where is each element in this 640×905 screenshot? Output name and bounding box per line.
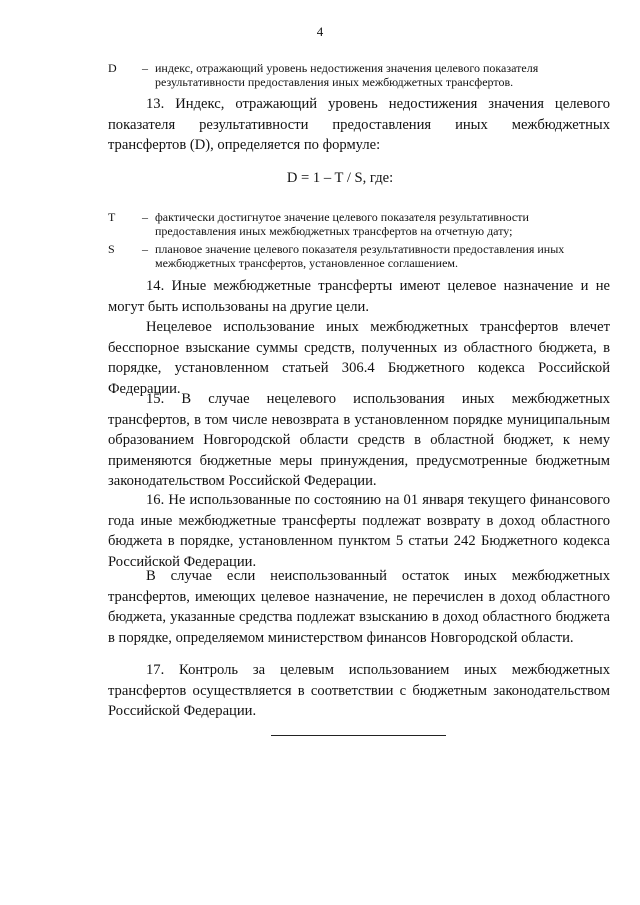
page-number: 4 xyxy=(316,24,324,39)
definition-s xyxy=(108,242,608,270)
definition-t xyxy=(108,210,608,238)
paragraph-16-continuation: В случае если неиспользованный остаток иных межбюджетных трансфертов, имеющих целевое назначение, не перечислен в доход областного бюджета, указанные средства подлежат взысканию в доход областного бюджета в порядке, определяемом министерством финансов Новгородской области. xyxy=(108,568,610,646)
paragraph-14-continuation: Нецелевое использование иных межбюджетных трансфертов влечет бесспорное взыскание суммы средств, полученных из областного бюджета, в порядке, установленном статьей 306.4 Бюджетного кодекса Российской Федерации. xyxy=(108,319,610,397)
definition-symbol: T xyxy=(108,210,116,224)
definition-symbol: D xyxy=(108,61,117,75)
definition-text: фактически достигнутое значение целевого показателя результативности предоставления иных межбюджетных трансфертов на отчетную дату; xyxy=(155,210,529,238)
definition-d xyxy=(108,61,608,89)
definition-dash: – xyxy=(142,61,148,75)
paragraph-16: 16. Не использованные по состоянию на 01 января текущего финансового года иные межбюджетные трансферты подлежат возврату в доход областного бюджета в порядке, установленном пунктом 5 статьи 242 Бюджетного кодекса Российской Федерации. xyxy=(108,492,610,570)
end-of-document-rule xyxy=(271,735,446,736)
formula: D = 1 – T / S, где: xyxy=(286,170,394,186)
paragraph-15: 15. В случае нецелевого использования иных межбюджетных трансфертов, в том числе невозврата в установленном порядке муниципальным образованием Новгородской области средств в областной бюджет, к нему применяются бюджетные меры принуждения, предусмотренные бюджетным законодательством Российской Федерации. xyxy=(108,391,610,490)
definition-symbol: S xyxy=(108,242,115,256)
paragraph-14: 14. Иные межбюджетные трансферты имеют целевое назначение и не могут быть использованы на другие цели. xyxy=(108,278,610,315)
paragraph-13: 13. Индекс, отражающий уровень недостижения значения целевого показателя результативности предоставления иных межбюджетных трансфертов (D), определяется по формуле: xyxy=(108,96,610,154)
definition-dash: – xyxy=(142,210,148,224)
definition-dash: – xyxy=(142,242,148,256)
definition-text: плановое значение целевого показателя результативности предоставления иных межбюджетных трансфертов, установленное соглашением. xyxy=(155,242,565,270)
definition-text: индекс, отражающий уровень недостижения значения целевого показателя результативности предоставления иных межбюджетных трансфертов. xyxy=(155,61,539,89)
paragraph-17: 17. Контроль за целевым использованием иных межбюджетных трансфертов осуществляется в соответствии с бюджетным законодательством Российской Федерации. xyxy=(108,662,610,720)
